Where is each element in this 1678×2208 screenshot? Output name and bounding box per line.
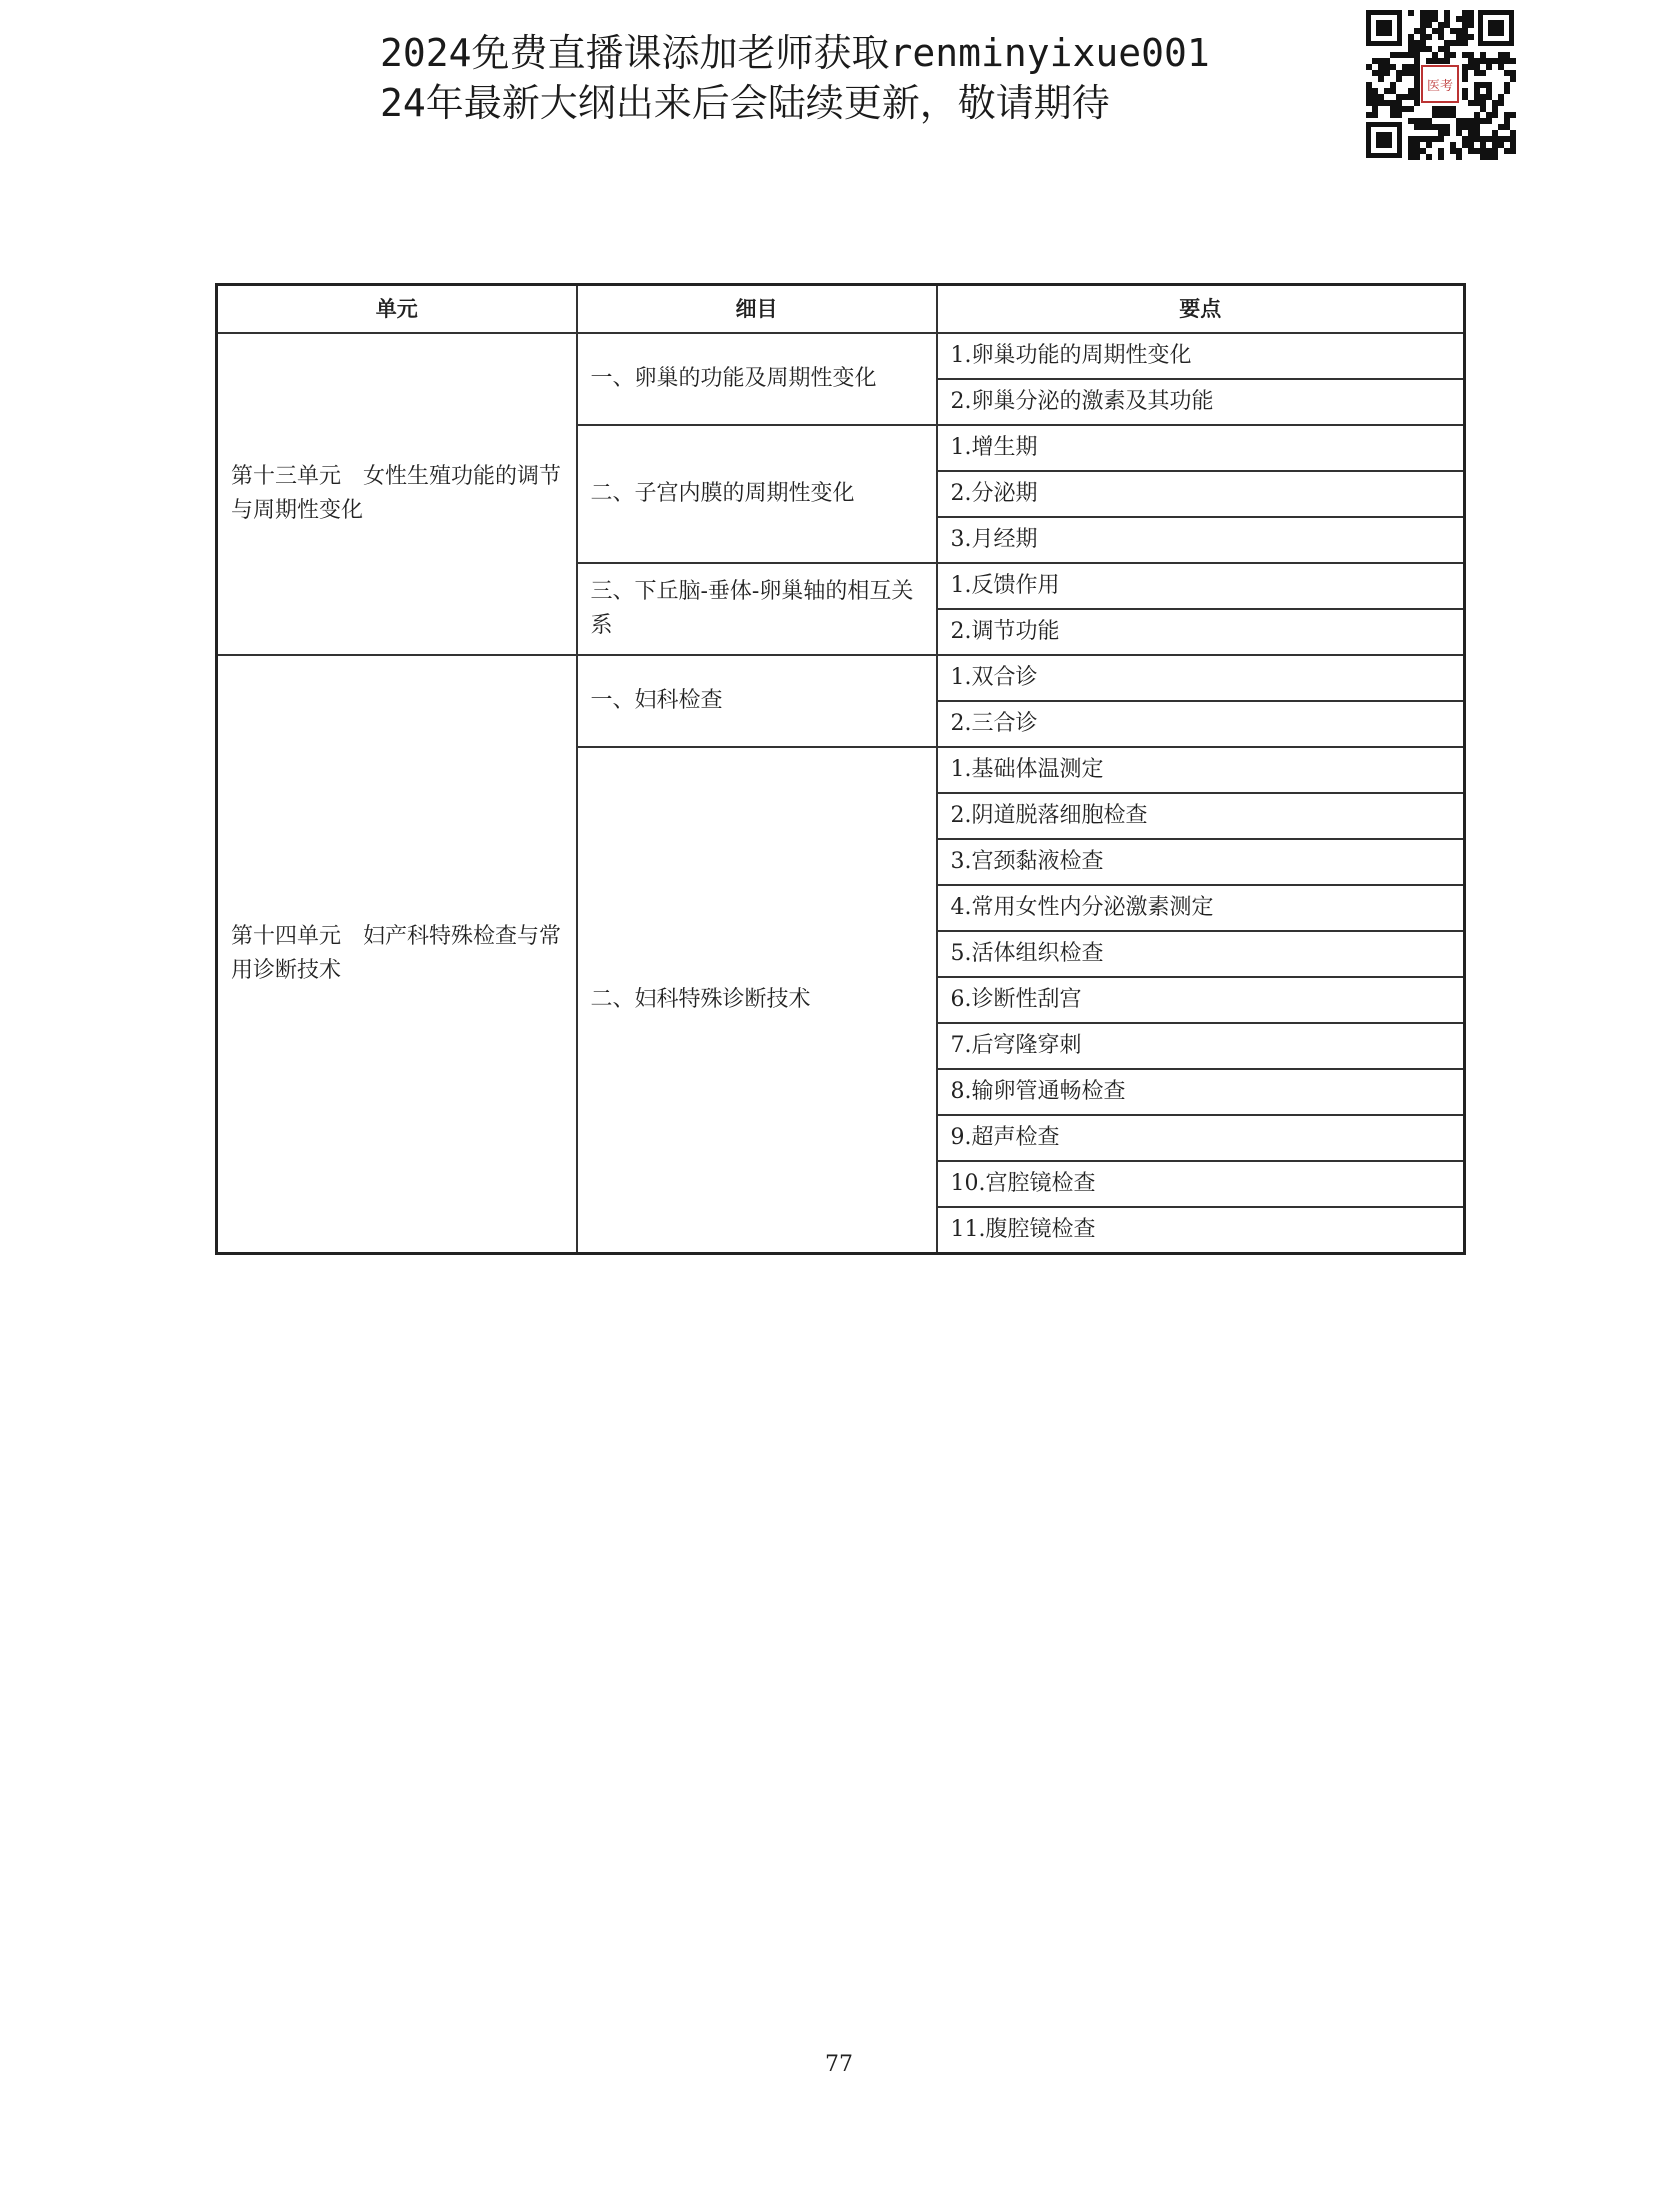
header-item: 细目	[577, 285, 937, 334]
item-cell: 三、下丘脑-垂体-卵巢轴的相互关系	[577, 563, 937, 655]
table-row	[217, 655, 1465, 701]
table-header-row	[217, 285, 1465, 334]
point-cell: 10.宫腔镜检查	[937, 1161, 1465, 1207]
item-cell: 一、妇科检查	[577, 655, 937, 747]
point-cell: 2.调节功能	[937, 609, 1465, 655]
syllabus-table	[215, 283, 1466, 1255]
point-cell: 3.月经期	[937, 517, 1465, 563]
page-number: 77	[825, 2052, 853, 2077]
point-cell: 1.双合诊	[937, 655, 1465, 701]
point-cell: 1.反馈作用	[937, 563, 1465, 609]
point-cell: 1.卵巢功能的周期性变化	[937, 333, 1465, 379]
point-cell: 3.宫颈黏液检查	[937, 839, 1465, 885]
table-row	[217, 333, 1465, 379]
item-cell: 二、妇科特殊诊断技术	[577, 747, 937, 1254]
unit-cell: 第十三单元 女性生殖功能的调节与周期性变化	[217, 333, 577, 655]
point-cell: 8.输卵管通畅检查	[937, 1069, 1465, 1115]
promo-line-1: 2024免费直播课添加老师获取renminyixue001	[380, 31, 1210, 75]
qr-code-icon	[1362, 6, 1518, 162]
promo-line-2: 24年最新大纲出来后会陆续更新，敬请期待	[380, 81, 1110, 125]
header-points: 要点	[937, 285, 1465, 334]
point-cell: 5.活体组织检查	[937, 931, 1465, 977]
qr-logo-text: 医考	[1426, 79, 1454, 94]
unit-cell: 第十四单元 妇产科特殊检查与常用诊断技术	[217, 655, 577, 1254]
point-cell: 11.腹腔镜检查	[937, 1207, 1465, 1254]
point-cell: 4.常用女性内分泌激素测定	[937, 885, 1465, 931]
promo-banner	[380, 28, 1210, 128]
point-cell: 2.分泌期	[937, 471, 1465, 517]
point-cell: 2.三合诊	[937, 701, 1465, 747]
item-cell: 一、卵巢的功能及周期性变化	[577, 333, 937, 425]
point-cell: 2.卵巢分泌的激素及其功能	[937, 379, 1465, 425]
point-cell: 1.基础体温测定	[937, 747, 1465, 793]
point-cell: 6.诊断性刮宫	[937, 977, 1465, 1023]
point-cell: 1.增生期	[937, 425, 1465, 471]
header-unit: 单元	[217, 285, 577, 334]
point-cell: 9.超声检查	[937, 1115, 1465, 1161]
point-cell: 2.阴道脱落细胞检查	[937, 793, 1465, 839]
point-cell: 7.后穹隆穿刺	[937, 1023, 1465, 1069]
item-cell: 二、子宫内膜的周期性变化	[577, 425, 937, 563]
